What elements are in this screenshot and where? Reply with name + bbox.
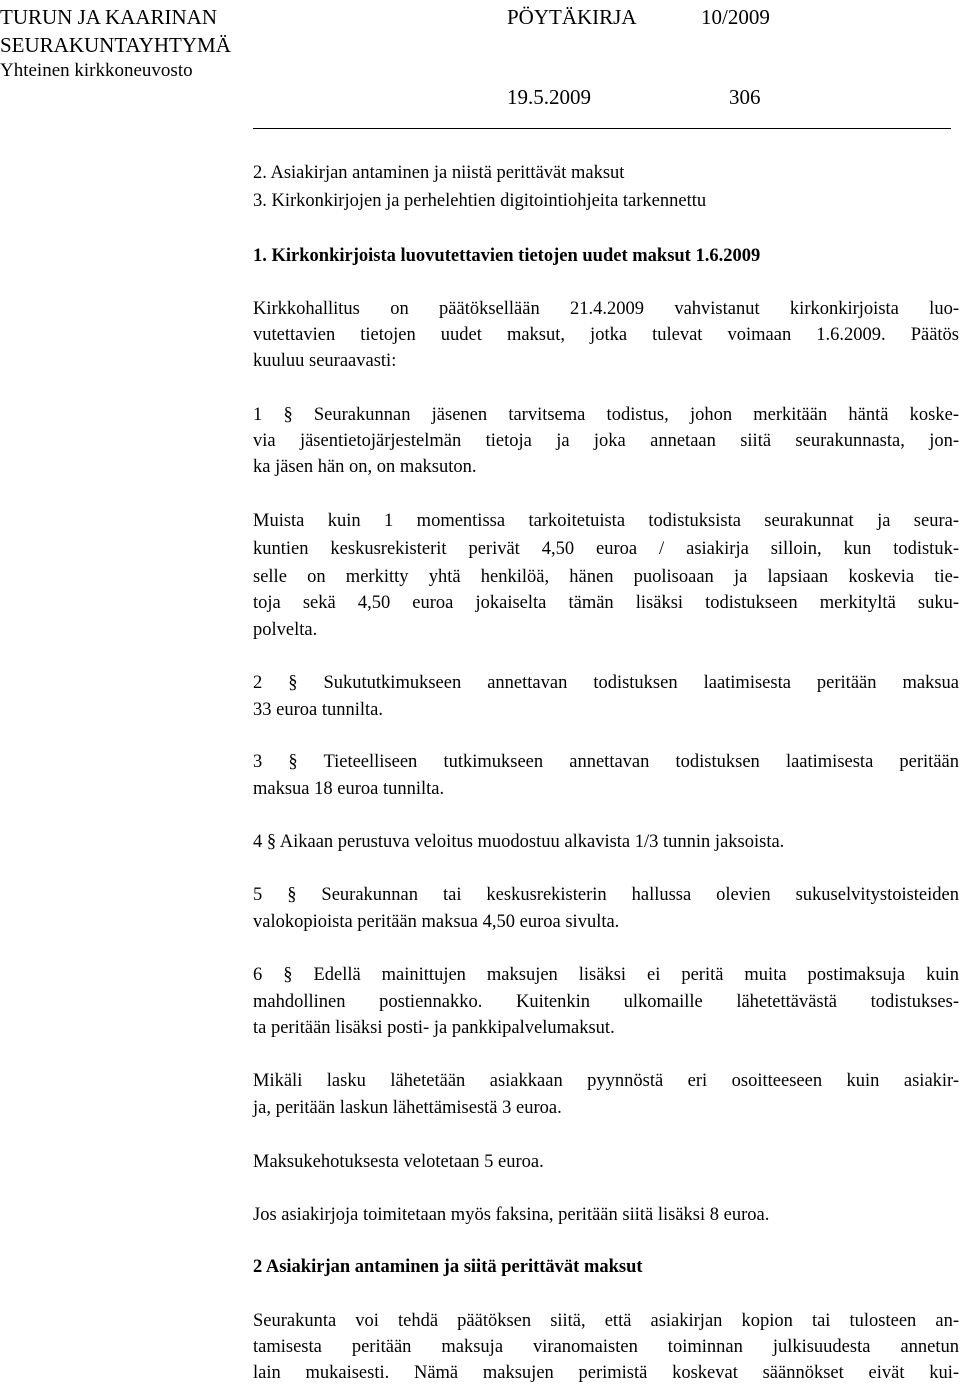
paragraph-line: Mikäli lasku lähetetään asiakkaan pyynnöstä eri osoitteeseen kuin asiakir- (253, 1071, 959, 1091)
header-rule (253, 128, 951, 129)
paragraph-line: vutettavien tietojen uudet maksut, jotka tulevat voimaan 1.6.2009. Päätös (253, 325, 959, 345)
paragraph-line: kuuluu seuraavasti: (253, 351, 397, 371)
paragraph-line: 1 § Seurakunnan jäsenen tarvitsema todistus, johon merkitään häntä koske- (253, 405, 959, 425)
toc-item: 3. Kirkonkirjojen ja perhelehtien digitointiohjeita tarkennettu (253, 191, 707, 211)
paragraph-line: 33 euroa tunnilta. (253, 700, 383, 720)
org-name-line1: TURUN JA KAARINAN (0, 5, 218, 29)
paragraph-line: selle on merkitty yhtä henkilöä, hänen puolisoaan ja lapsiaan koskevia tie- (253, 567, 959, 587)
paragraph-line: via jäsentietojärjestelmän tietoja ja joka annetaan siitä seurakunnasta, jon- (253, 431, 959, 451)
paragraph-line: 5 § Seurakunnan tai keskusrekisterin hallussa olevien sukuselvitystoisteiden (253, 885, 959, 905)
document-number: 10/2009 (701, 5, 770, 29)
paragraph-line: polvelta. (253, 620, 318, 640)
paragraph-line: kuntien keskusrekisterit perivät 4,50 euroa / asiakirja silloin, kun todistuk- (253, 539, 959, 559)
org-name-line2: SEURAKUNTAYHTYMÄ (0, 33, 231, 57)
paragraph-line: 3 § Tieteelliseen tutkimukseen annettavan todistuksen laatimisesta peritään (253, 752, 959, 772)
paragraph-line: Kirkkohallitus on päätöksellään 21.4.2009 vahvistanut kirkonkirjoista luo- (253, 299, 959, 319)
section-heading: 1. Kirkonkirjoista luovutettavien tietojen uudet maksut 1.6.2009 (253, 246, 761, 266)
paragraph-line: ta peritään lisäksi posti- ja pankkipalvelumaksut. (253, 1018, 615, 1038)
meeting-date: 19.5.2009 (507, 85, 591, 109)
paragraph-line: Maksukehotuksesta velotetaan 5 euroa. (253, 1152, 544, 1172)
paragraph-line: 2 § Sukututkimukseen annettavan todistuksen laatimisesta peritään maksua (253, 673, 959, 693)
page-number: 306 (729, 85, 761, 109)
paragraph-line: tamisesta peritään maksuja viranomaisten toiminnan julkisuudesta annetun (253, 1337, 959, 1357)
paragraph-line: ka jäsen hän on, on maksuton. (253, 457, 477, 477)
paragraph-line: ja, peritään laskun lähettämisestä 3 euroa. (253, 1098, 562, 1118)
paragraph-line: Muista kuin 1 momentissa tarkoitetuista todistuksista seurakunnat ja seura- (253, 511, 959, 531)
paragraph-line: lain mukaisesti. Nämä maksujen perimistä koskevat säännökset eivät kui- (253, 1363, 959, 1383)
paragraph-line: 4 § Aikaan perustuva veloitus muodostuu alkavista 1/3 tunnin jaksoista. (253, 832, 785, 852)
org-body-name: Yhteinen kirkkoneuvosto (0, 60, 193, 81)
paragraph-line: Seurakunta voi tehdä päätöksen siitä, että asiakirjan kopion tai tulosteen an- (253, 1311, 959, 1331)
paragraph-line: toja sekä 4,50 euroa jokaiselta tämän lisäksi todistukseen merkityltä suku- (253, 593, 959, 613)
section-heading: 2 Asiakirjan antaminen ja siitä perittävät maksut (253, 1257, 643, 1277)
paragraph-line: maksua 18 euroa tunnilta. (253, 779, 445, 799)
paragraph-line: 6 § Edellä mainittujen maksujen lisäksi ei peritä muita postimaksuja kuin (253, 965, 959, 985)
toc-item: 2. Asiakirjan antaminen ja niistä perittävät maksut (253, 163, 625, 183)
paragraph-line: mahdollinen postiennakko. Kuitenkin ulkomaille lähetettävästä todistukses- (253, 992, 959, 1012)
paragraph-line: valokopioista peritään maksua 4,50 euroa sivulta. (253, 912, 620, 932)
document-type: PÖYTÄKIRJA (507, 5, 637, 29)
paragraph-line: Jos asiakirjoja toimitetaan myös faksina, peritään siitä lisäksi 8 euroa. (253, 1205, 770, 1225)
